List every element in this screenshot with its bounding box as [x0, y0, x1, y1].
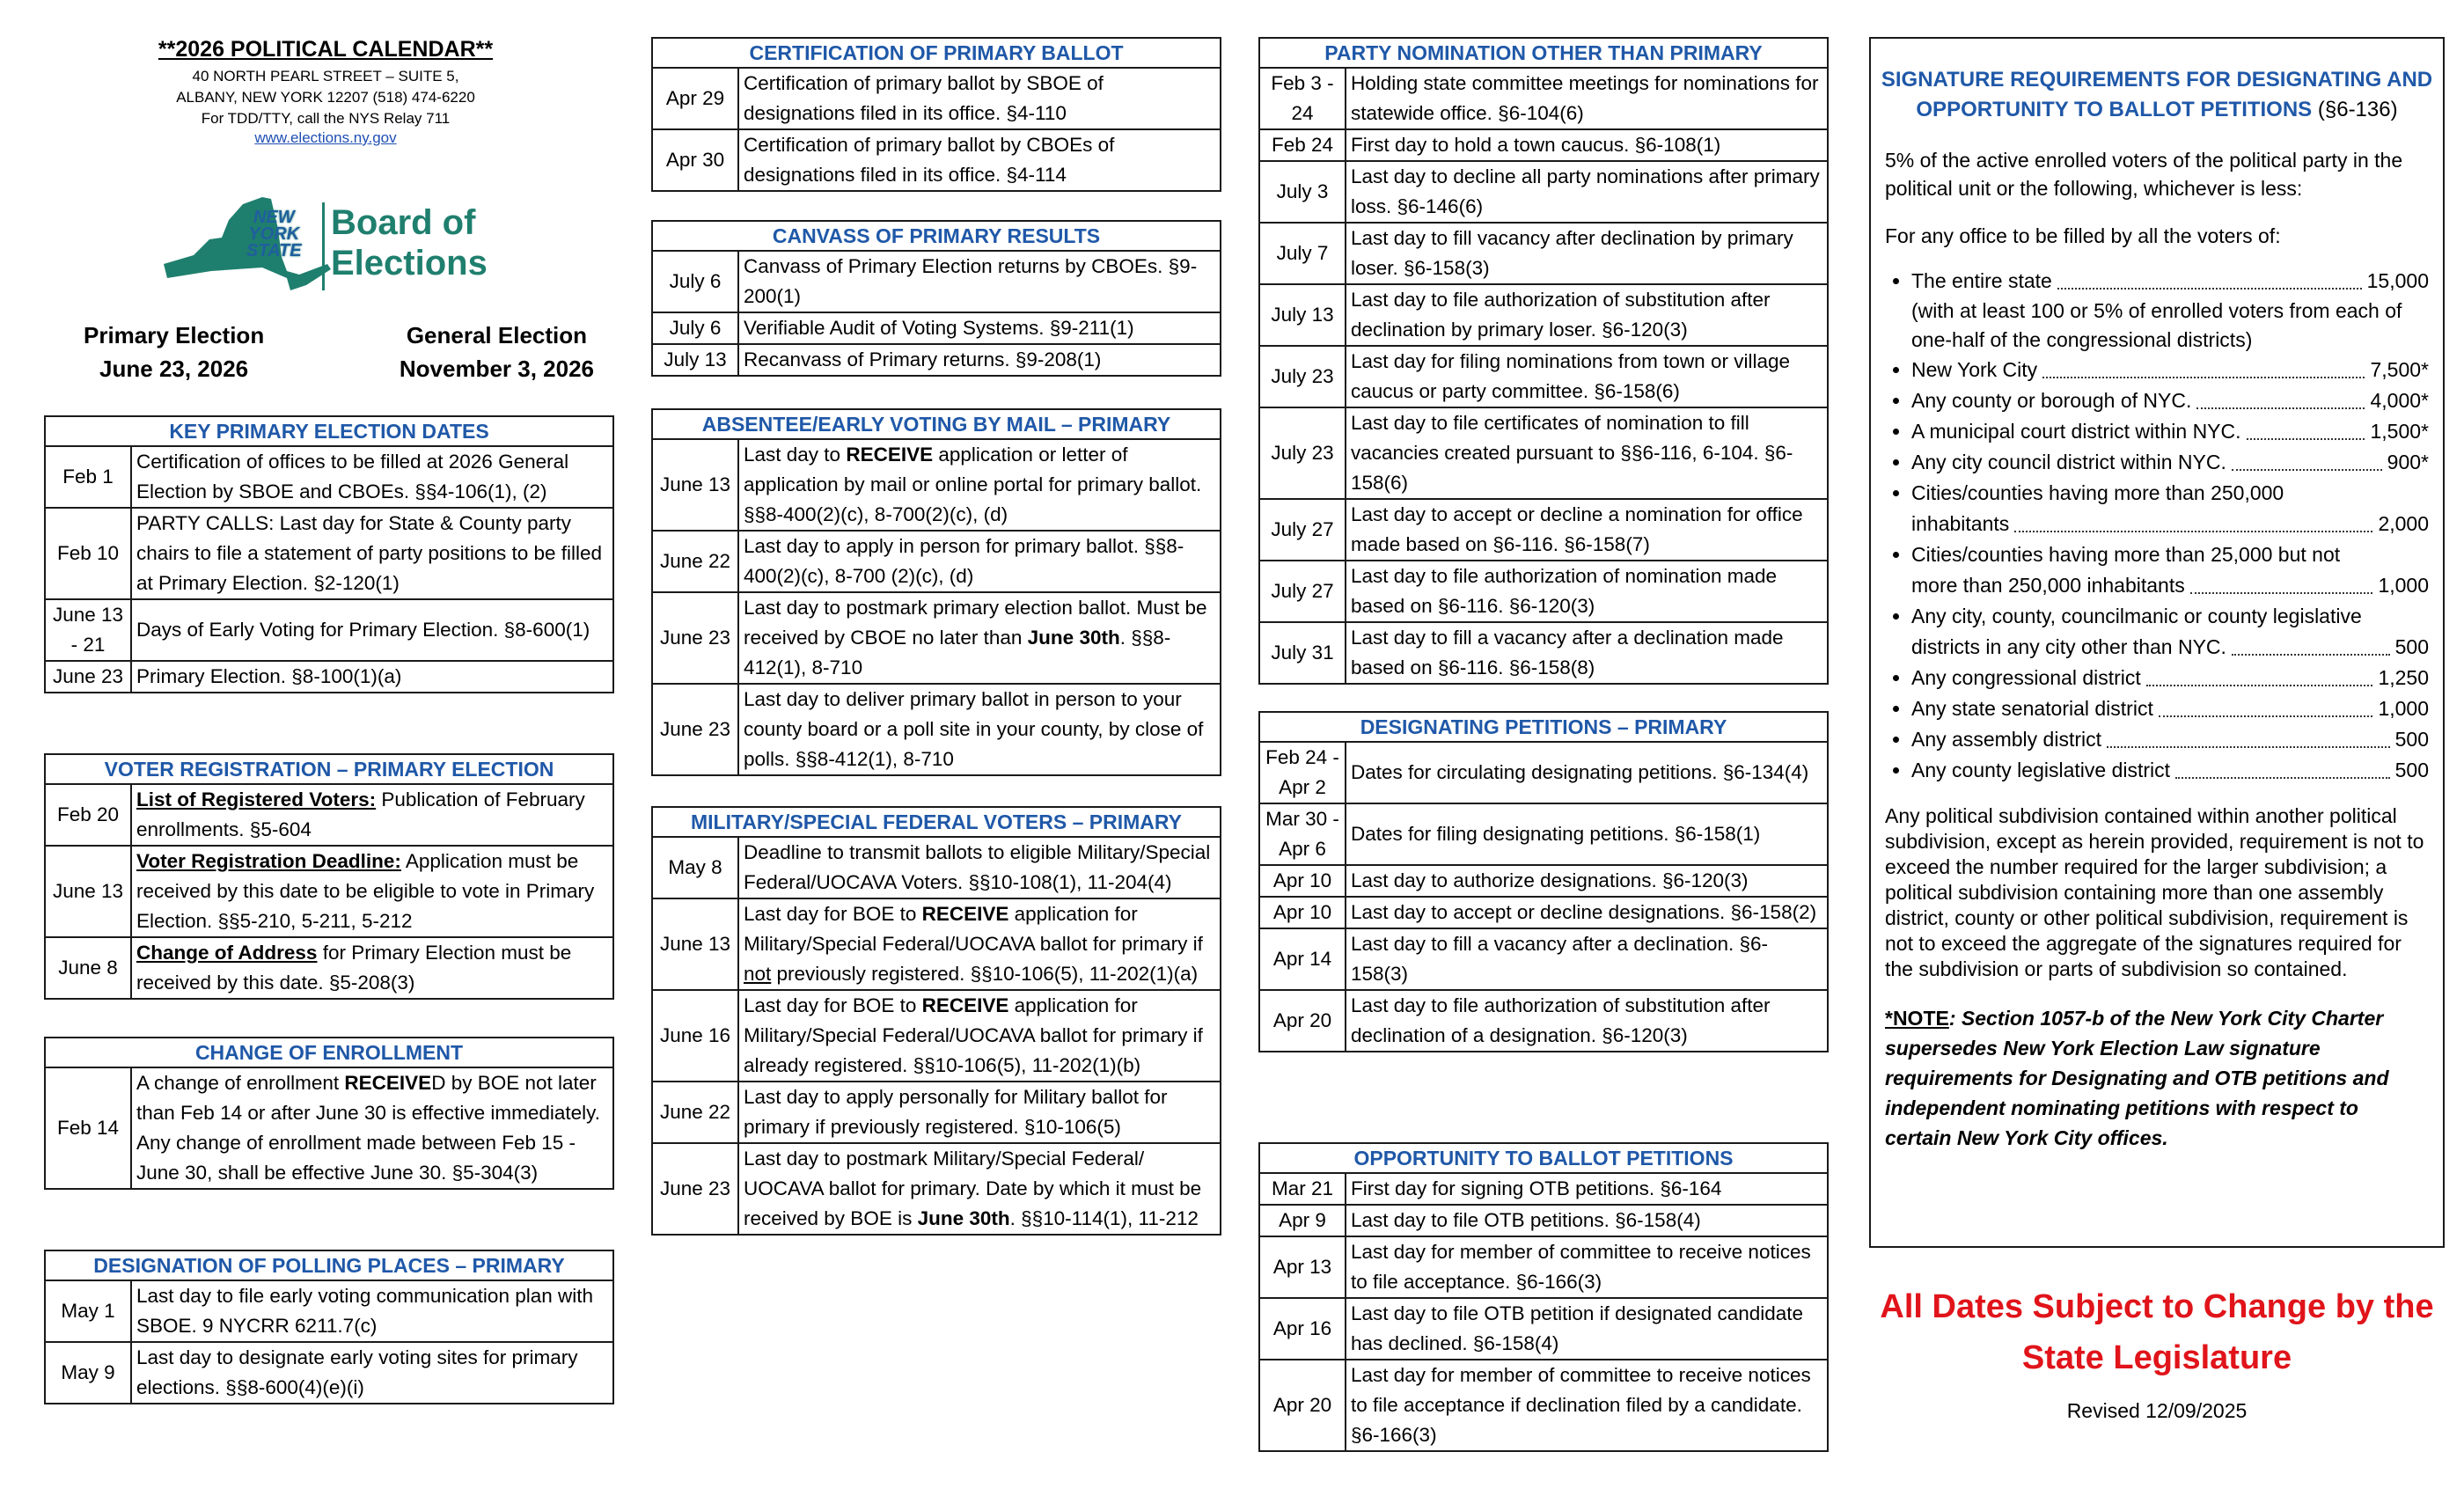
row-event: Last day to RECEIVE application or letter of application by mail or online portal for primary ballot. §§8-400(2)(c), 8-700(2)(c), (d) [744, 444, 1202, 525]
row-date: July 6 [653, 252, 738, 312]
signature-count: 7,500* [2370, 358, 2429, 381]
row-date: Apr 20 [1260, 1360, 1346, 1450]
leader-dots [2159, 715, 2373, 717]
enrollment-table [46, 1068, 612, 1188]
table-row [653, 1143, 1220, 1234]
row-event: Last day to postmark primary election ballot. Must be received by CBOE no later than June 30th. §§8-412(1), 8-710 [738, 592, 1220, 684]
header [44, 0, 607, 147]
signature-count: 4,000* [2370, 389, 2429, 412]
canvass-table [653, 252, 1220, 375]
row-event: Last day to apply in person for primary ballot. §§8-400(2)(c), 8-700 (2)(c), (d) [738, 531, 1220, 592]
signature-office-cont: inhabitants [1911, 512, 2010, 535]
row-date: June 8 [46, 937, 131, 998]
row-date: May 8 [653, 838, 738, 898]
signature-note [1885, 1003, 2429, 1153]
row-event: Last day for filing nominations from town or village caucus or party committee. §6-158(6) [1346, 346, 1827, 407]
polling-table [46, 1281, 612, 1403]
table-row [653, 344, 1220, 375]
row-event: Voter Registration Deadline: Application must be received by this date to be eligible to vote in Primary Election. §§5-210, 5-211, 5-212 [131, 846, 612, 937]
address-line-2: ALBANY, NEW YORK 12207 (518) 474-6220 [176, 89, 475, 106]
row-date: July 23 [1260, 346, 1346, 407]
row-date: July 27 [1260, 561, 1346, 622]
otb-section-title: OPPORTUNITY TO BALLOT PETITIONS [1260, 1144, 1827, 1174]
note-text: : Section 1057-b of the New York City Charter supersedes New York Election Law signature requirements for Designating and OTB petitions and independent nominating petitions with respect to certain New York City offices. [1885, 1007, 2389, 1149]
row-date: June 13 - 21 [46, 599, 131, 661]
party-section-title: PARTY NOMINATION OTHER THAN PRIMARY [1260, 39, 1827, 69]
list-item [1911, 478, 2429, 539]
list-item [1911, 663, 2429, 693]
row-date: Mar 30 - Apr 6 [1260, 803, 1346, 865]
signature-intro: 5% of the active enrolled voters of the political party in the political unit or the following, whichever is less: [1885, 149, 2403, 200]
logo-name-line-1: Board of [331, 203, 476, 242]
list-item [1911, 539, 2429, 601]
leader-dots [2107, 746, 2390, 748]
row-event: Last day to decline all party nominations after primary loss. §6-146(6) [1346, 161, 1827, 223]
absentee-section-title: ABSENTEE/EARLY VOTING BY MAIL – PRIMARY [653, 410, 1220, 440]
table-row [1260, 223, 1827, 284]
polling-section-title: DESIGNATION OF POLLING PLACES – PRIMARY [46, 1251, 612, 1281]
list-item [1911, 355, 2429, 385]
table-row [1260, 1360, 1827, 1450]
row-event: Last day to apply personally for Military ballot for primary if previously registered. §10-106(5) [738, 1082, 1220, 1143]
leader-dots [2190, 592, 2373, 594]
website-link[interactable]: www.elections.ny.gov [254, 129, 397, 146]
row-event: Primary Election. §8-100(1)(a) [131, 661, 612, 692]
logo-state-text [246, 209, 302, 260]
designating-petitions-box [1258, 711, 1829, 1052]
row-event: Last day to accept or decline designations. §6-158(2) [1346, 897, 1827, 928]
row-event: Last day to file OTB petitions. §6-158(4) [1346, 1205, 1827, 1236]
page-title: **2026 POLITICAL CALENDAR** [158, 37, 494, 62]
row-date: July 13 [653, 344, 738, 375]
list-item [1911, 385, 2429, 416]
signature-office: • Any city, county, councilmanic or county legislative [1911, 605, 2362, 627]
row-date: Apr 20 [1260, 990, 1346, 1051]
row-event: Last day for member of committee to receive notices to file acceptance if declination filed by a candidate. §6-166(3) [1346, 1360, 1827, 1450]
table-row [653, 990, 1220, 1082]
leader-dots [2146, 685, 2373, 686]
election-dates [84, 319, 594, 385]
row-event: Change of Address for Primary Election must be received by this date. §5-208(3) [131, 937, 612, 998]
table-row [653, 69, 1220, 129]
row-event: Recanvass of Primary returns. §9-208(1) [738, 344, 1220, 375]
row-event: First day for signing OTB petitions. §6-164 [1351, 1177, 1722, 1199]
row-date: July 6 [653, 312, 738, 344]
table-row [653, 838, 1220, 898]
signature-count: 2,000 [2378, 512, 2429, 535]
row-date: Apr 16 [1260, 1298, 1346, 1360]
table-row [46, 785, 612, 846]
row-event: Certification of primary ballot by CBOEs of designations filed in its office. §4-114 [738, 129, 1220, 190]
signature-title [1871, 65, 2443, 125]
signature-office: • New York City [1911, 358, 2038, 381]
row-event: Last day for member of committee to receive notices to file acceptance. §6-166(3) [1346, 1236, 1827, 1298]
row-event: Last day to file authorization of substitution after declination by primary loser. §6-120(3) [1346, 284, 1827, 346]
leader-dots [2232, 469, 2382, 471]
table-row [1260, 1205, 1827, 1236]
signature-office: • The entire state [1911, 269, 2052, 292]
leader-dots [2014, 531, 2372, 532]
row-date: June 23 [653, 684, 738, 774]
row-date: July 13 [1260, 284, 1346, 346]
otb-petitions-box [1258, 1142, 1829, 1452]
table-row [1260, 129, 1827, 161]
signature-office: • Cities/counties having more than 25,000 but not [1911, 543, 2341, 566]
signature-office: • Any state senatorial district [1911, 697, 2153, 720]
row-date: Feb 20 [46, 785, 131, 846]
table-row [1260, 1298, 1827, 1360]
signature-office-cont: more than 250,000 inhabitants [1911, 574, 2185, 597]
row-date: July 7 [1260, 223, 1346, 284]
table-row [1260, 928, 1827, 990]
row-event: First day to hold a town caucus. §6-108(1) [1346, 129, 1827, 161]
certification-table [653, 69, 1220, 190]
military-section-title: MILITARY/SPECIAL FEDERAL VOTERS – PRIMARY [653, 808, 1220, 838]
row-event: Last day to accept or decline a nomination for office made based on §6-116. §6-158(7) [1346, 499, 1827, 561]
primary-election-label: Primary Election [84, 322, 265, 348]
row-event: Deadline to transmit ballots to eligible Military/Special Federal/UOCAVA Voters. §§10-108(1), 11-204(4) [744, 841, 1211, 893]
table-row [1260, 69, 1827, 129]
leader-dots [2042, 377, 2365, 378]
row-event: Last day to file authorization of substitution after declination of a designation. §6-120(3) [1346, 990, 1827, 1051]
row-event: Last day for BOE to RECEIVE application for Military/Special Federal/UOCAVA ballot for primary if not previously registered. §§10-106(5), 11-202(1)(a) [738, 898, 1220, 990]
list-item [1911, 447, 2429, 478]
row-event: PARTY CALLS: Last day for State & County party chairs to file a statement of party positions to be filled at Primary Election. §2-120(1) [131, 508, 612, 599]
row-event: Last day to file authorization of nomination made based on §6-116. §6-120(3) [1346, 561, 1827, 622]
row-date: Apr 29 [653, 69, 738, 129]
party-nomination-box [1258, 37, 1829, 685]
table-row [46, 661, 612, 692]
logo-name-line-2: Elections [331, 244, 488, 282]
row-date: Feb 14 [46, 1068, 131, 1188]
table-row [46, 846, 612, 937]
leader-dots [2247, 438, 2365, 440]
row-date: July 31 [1260, 622, 1346, 683]
signature-paragraph: Any political subdivision contained within another political subdivision, except as herein provided, requirement is not to exceed the number required for the larger subdivision; a political subdivision containing more than one assembly district, county or other political subdivision, requirement is not to exceed the aggregate of the signatures required for the subdivision or parts of subdivision so contained. [1885, 804, 2424, 980]
row-event: Last day to file OTB petition if designated candidate has declined. §6-158(4) [1346, 1298, 1827, 1360]
party-table [1260, 69, 1827, 683]
table-row [1260, 990, 1827, 1051]
row-date: Feb 24 [1260, 129, 1346, 161]
row-event: Last day to designate early voting sites for primary elections. §§8-600(4)(e)(i) [131, 1342, 612, 1403]
row-date: Apr 13 [1260, 1236, 1346, 1298]
signature-office: • Cities/counties having more than 250,000 [1911, 481, 2284, 504]
row-event: Holding state committee meetings for nominations for statewide office. §6-104(6) [1351, 72, 1819, 124]
table-row [653, 1082, 1220, 1143]
row-date: Feb 1 [46, 447, 131, 508]
row-date: June 23 [653, 1143, 738, 1234]
list-item [1911, 601, 2429, 663]
row-date: July 3 [1260, 161, 1346, 223]
table-row [1260, 622, 1827, 683]
legislature-notice: All Dates Subject to Change by the State Legislature [1880, 1288, 2434, 1376]
table-row [1260, 407, 1827, 499]
military-box [651, 806, 1221, 1236]
table-row [653, 684, 1220, 774]
table-row [1260, 561, 1827, 622]
signature-subintro: For any office to be filled by all the voters of: [1885, 224, 2281, 247]
primary-election-date: June 23, 2026 [99, 356, 249, 382]
absentee-box [651, 408, 1221, 776]
tdd-line: For TDD/TTY, call the NYS Relay 711 [201, 110, 451, 127]
table-row [653, 129, 1220, 190]
row-event: Certification of primary ballot by SBOE of designations filed in its office. §4-110 [744, 72, 1104, 124]
general-election-label: General Election [406, 322, 588, 348]
signature-count: 500 [2394, 759, 2429, 781]
table-row [653, 592, 1220, 684]
row-date: Apr 10 [1260, 897, 1346, 928]
row-event: List of Registered Voters: Publication of February enrollments. §5-604 [136, 788, 585, 840]
row-event: Last day to postmark Military/Special Federal/ UOCAVA ballot for primary. Date by which it must be received by BOE is June 30th. §§10-114(1), 11-212 [738, 1143, 1220, 1234]
row-event: Days of Early Voting for Primary Election. §8-600(1) [131, 599, 612, 661]
primary-election [84, 319, 264, 385]
row-date: June 23 [46, 661, 131, 692]
table-row [1260, 499, 1827, 561]
address-line-1: 40 NORTH PEARL STREET – SUITE 5, [192, 68, 459, 84]
row-date: Apr 30 [653, 129, 738, 190]
table-row [1260, 803, 1827, 865]
general-election-date: November 3, 2026 [399, 356, 594, 382]
canvass-section-title: CANVASS OF PRIMARY RESULTS [653, 222, 1220, 252]
row-event: Canvass of Primary Election returns by CBOEs. §9-200(1) [744, 255, 1198, 307]
row-date: June 22 [653, 531, 738, 592]
row-date: Mar 21 [1260, 1174, 1346, 1205]
canvass-box [651, 220, 1221, 377]
table-row [1260, 743, 1827, 803]
list-item [1911, 724, 2429, 755]
signature-count: 1,000 [2378, 697, 2429, 720]
row-date: June 13 [653, 898, 738, 990]
logo-divider [322, 202, 325, 290]
table-row [653, 252, 1220, 312]
logo-name [331, 202, 488, 283]
row-event: Last day to deliver primary ballot in person to your county board or a poll site in your county, by close of polls. §§8-412(1), 8-710 [738, 684, 1220, 774]
table-row [1260, 1174, 1827, 1205]
table-row [1260, 897, 1827, 928]
military-table [653, 838, 1220, 1234]
enrollment-section-title: CHANGE OF ENROLLMENT [46, 1038, 612, 1068]
table-row [653, 312, 1220, 344]
signature-count: 1,250 [2378, 666, 2429, 689]
row-date: June 16 [653, 990, 738, 1082]
signature-count: 15,000 [2366, 269, 2429, 292]
signature-count: 1,500* [2370, 420, 2429, 443]
row-event: A change of enrollment RECEIVED by BOE not later than Feb 14 or after June 30 is effective immediately. Any change of enrollment made between Feb 15 - June 30, shall be effective June 30. §5-304(3) [136, 1072, 600, 1184]
table-row [1260, 1236, 1827, 1298]
table-row [46, 937, 612, 998]
row-date: Feb 24 - Apr 2 [1260, 743, 1346, 803]
table-row [46, 1342, 612, 1403]
row-date: June 13 [653, 440, 738, 531]
row-event: Last day to fill a vacancy after a declination made based on §6-116. §6-158(8) [1346, 622, 1827, 683]
row-event: Last day for BOE to RECEIVE application for Military/Special Federal/UOCAVA ballot for primary if already registered. §§10-106(5), 11-202(1)(b) [738, 990, 1220, 1082]
table-row [653, 898, 1220, 990]
otb-table [1260, 1174, 1827, 1450]
table-row [46, 1281, 612, 1342]
voter-registration-box [44, 753, 614, 1000]
logo-state-word-2: YORK [248, 224, 300, 244]
voter-section-title: VOTER REGISTRATION – PRIMARY ELECTION [46, 755, 612, 785]
list-item [1911, 266, 2429, 355]
row-date: June 23 [653, 592, 738, 684]
certification-section-title: CERTIFICATION OF PRIMARY BALLOT [653, 39, 1220, 69]
voter-table [46, 785, 612, 998]
list-item [1911, 693, 2429, 724]
signature-title-text: SIGNATURE REQUIREMENTS FOR DESIGNATING AND OPPORTUNITY TO BALLOT PETITIONS [1881, 68, 2433, 121]
row-date: May 1 [46, 1281, 131, 1342]
signature-office-note: (with at least 100 or 5% of enrolled voters from each of one-half of the congressional districts) [1911, 299, 2402, 351]
revised-date: Revised 12/09/2025 [2066, 1399, 2248, 1422]
row-event: Verifiable Audit of Voting Systems. §9-211(1) [738, 312, 1220, 344]
logo-state-word-3: STATE [246, 241, 302, 260]
table-row [46, 508, 612, 599]
row-date: June 22 [653, 1082, 738, 1143]
signature-office: • A municipal court district within NYC. [1911, 420, 2241, 443]
table-row [1260, 346, 1827, 407]
row-date: Feb 10 [46, 508, 131, 599]
certification-box [651, 37, 1221, 192]
designating-section-title: DESIGNATING PETITIONS – PRIMARY [1260, 713, 1827, 743]
list-item [1911, 755, 2429, 786]
absentee-table [653, 440, 1220, 774]
row-date: July 23 [1260, 407, 1346, 499]
signature-office: • Any city council district within NYC. [1911, 451, 2226, 473]
table-row [1260, 284, 1827, 346]
signature-list [1885, 266, 2429, 786]
row-date: Apr 9 [1260, 1205, 1346, 1236]
change-of-enrollment-box [44, 1037, 614, 1190]
row-date: Apr 14 [1260, 928, 1346, 990]
signature-count: 500 [2394, 635, 2429, 658]
signature-office: • Any county or borough of NYC. [1911, 389, 2192, 412]
row-event: Last day to fill vacancy after declination by primary loser. §6-158(3) [1346, 223, 1827, 284]
row-date: Apr 10 [1260, 865, 1346, 897]
row-date: June 13 [46, 846, 131, 937]
table-row [1260, 865, 1827, 897]
table-row [1260, 161, 1827, 223]
row-event: Last day to file certificates of nomination to fill vacancies created pursuant to §§6-116, 6-104. §6-158(6) [1346, 407, 1827, 499]
leader-dots [2175, 777, 2390, 779]
key-dates-box [44, 415, 614, 693]
signature-office: • Any congressional district [1911, 666, 2141, 689]
polling-places-box [44, 1250, 614, 1404]
designating-table [1260, 743, 1827, 1051]
signature-requirements-box [1869, 37, 2445, 1248]
logo [158, 194, 493, 299]
row-event: Last day to authorize designations. §6-120(3) [1346, 865, 1827, 897]
list-item [1911, 416, 2429, 447]
key-table [46, 447, 612, 692]
key-section-title: KEY PRIMARY ELECTION DATES [46, 417, 612, 447]
table-row [653, 440, 1220, 531]
leader-dots [2196, 407, 2365, 409]
signature-count: 900* [2387, 451, 2429, 473]
signature-count: 1,000 [2378, 574, 2429, 597]
row-event: Certification of offices to be filled at 2026 General Election by SBOE and CBOEs. §§4-106(1), (2) [136, 451, 569, 502]
table-row [653, 531, 1220, 592]
table-row [46, 447, 612, 508]
row-event: Last day to fill a vacancy after a declination. §6-158(3) [1346, 928, 1827, 990]
row-date: Feb 3 - 24 [1260, 69, 1346, 129]
note-label: *NOTE [1885, 1007, 1949, 1030]
signature-section-ref: (§6-136) [2317, 98, 2398, 121]
leader-dots [2232, 654, 2390, 656]
signature-office: • Any assembly district [1911, 728, 2102, 751]
row-date: July 27 [1260, 499, 1346, 561]
row-event: Dates for circulating designating petitions. §6-134(4) [1351, 761, 1809, 783]
table-row [46, 1068, 612, 1188]
row-date: May 9 [46, 1342, 131, 1403]
table-row [46, 599, 612, 661]
signature-office: • Any county legislative district [1911, 759, 2171, 781]
logo-state-word-1: NEW [253, 208, 295, 227]
signature-office-cont: districts in any city other than NYC. [1911, 635, 2226, 658]
row-event: Last day to file early voting communication plan with SBOE. 9 NYCRR 6211.7(c) [136, 1285, 594, 1337]
leader-dots [2057, 288, 2362, 290]
general-election [400, 319, 594, 385]
row-event: Dates for filing designating petitions. §6-158(1) [1346, 803, 1827, 865]
signature-count: 500 [2394, 728, 2429, 751]
